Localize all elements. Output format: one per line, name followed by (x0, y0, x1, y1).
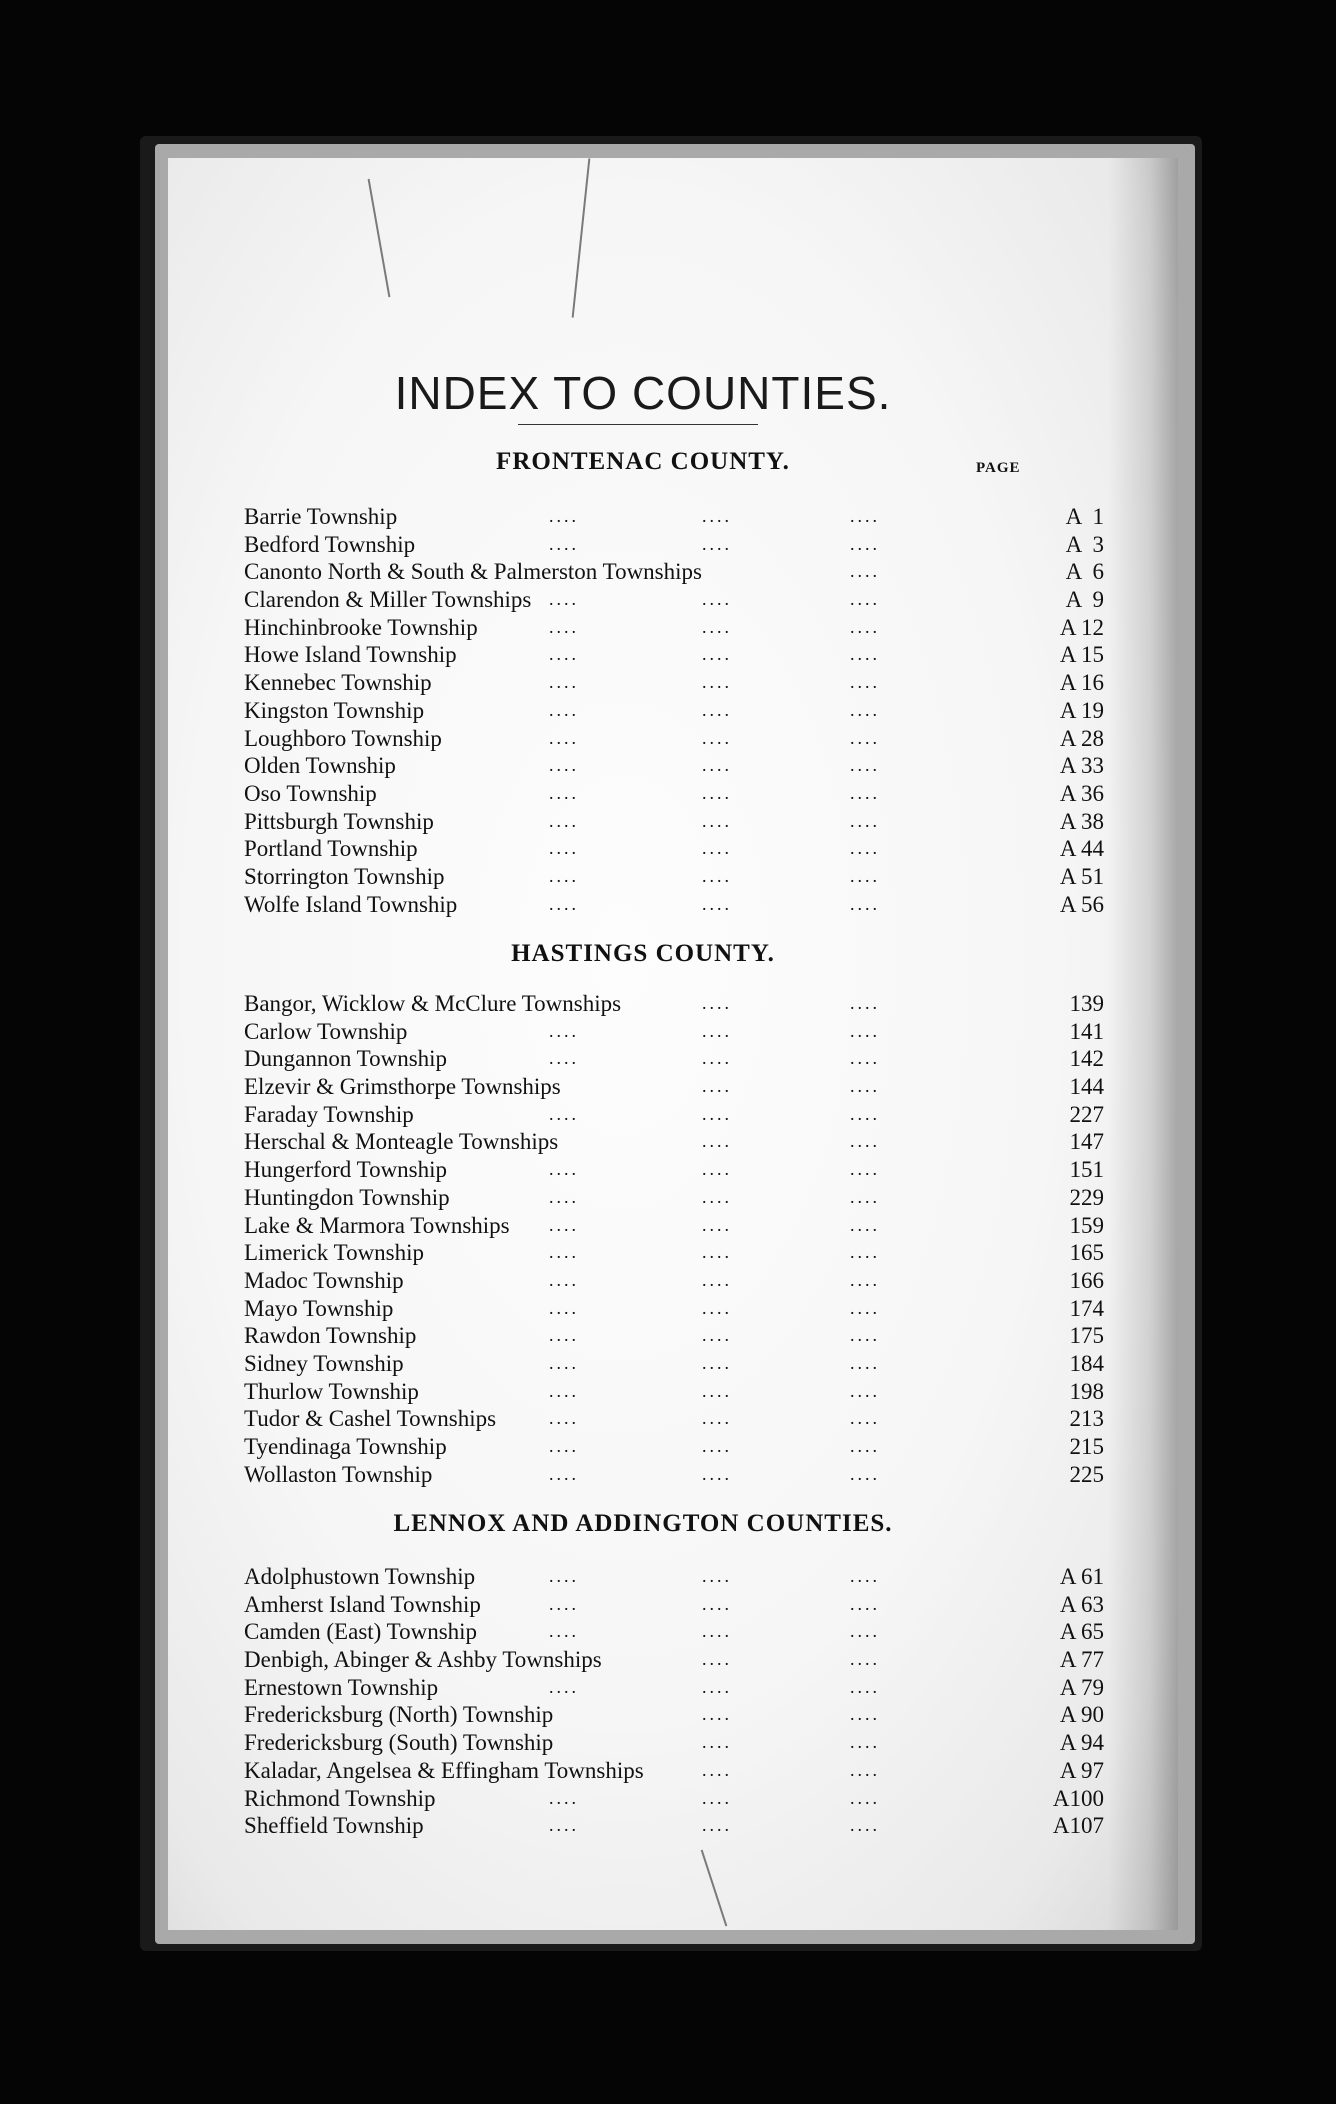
entry-name: Bangor, Wicklow & McClure Townships (244, 991, 622, 1016)
leader-dots: .... (702, 616, 732, 637)
entry-name: Kaladar, Angelsea & Effingham Townships (244, 1757, 644, 1783)
leader-dots: .... (549, 1463, 579, 1484)
entry-name: Denbigh, Abinger & Ashby Townships (244, 1647, 602, 1673)
leader-dots: .... (702, 993, 732, 1013)
entry-page-number: 213 (1069, 1406, 1104, 1432)
entry-name: Storrington Township (244, 863, 445, 889)
entry-page-number: A 1 (1065, 504, 1104, 529)
leader-dots: .... (702, 1704, 732, 1725)
leader-dots: .... (850, 838, 880, 859)
entry-page-number: A 3 (1065, 531, 1104, 557)
leader-dots: .... (549, 1676, 579, 1697)
leader-dots: .... (702, 1325, 732, 1346)
index-entry (244, 1018, 1144, 1046)
leader-dots: .... (850, 1242, 880, 1263)
leader-dots: .... (549, 589, 579, 610)
title-rule (518, 424, 758, 425)
leader-dots: .... (702, 506, 732, 526)
index-entry (244, 990, 1144, 1018)
index-entry (244, 891, 1144, 919)
leader-dots: .... (702, 893, 732, 914)
leader-dots: .... (702, 699, 732, 720)
leader-dots: .... (850, 1380, 880, 1401)
leader-dots: .... (549, 1297, 579, 1318)
leader-dots: .... (702, 1352, 732, 1373)
entry-name: Dungannon Township (244, 1046, 448, 1072)
index-entry (244, 641, 1144, 669)
index-entry (244, 1812, 1144, 1840)
leader-dots: .... (702, 1186, 732, 1207)
paper-crease (572, 158, 591, 317)
leader-dots: .... (549, 699, 579, 720)
entry-page-number: A 79 (1059, 1674, 1104, 1700)
entry-name: Amherst Island Township (244, 1591, 481, 1617)
entry-name: Thurlow Township (244, 1378, 419, 1404)
leader-dots: .... (702, 644, 732, 665)
leader-dots: .... (850, 1352, 880, 1373)
entry-name: Barrie Township (244, 504, 398, 529)
leader-dots: .... (702, 1076, 732, 1097)
leader-dots: .... (549, 1408, 579, 1429)
leader-dots: .... (702, 1593, 732, 1614)
leader-dots: .... (702, 1621, 732, 1642)
leader-dots: .... (549, 1352, 579, 1373)
entry-page-number: A 16 (1059, 670, 1104, 696)
leader-dots: .... (549, 727, 579, 748)
index-entry (244, 1618, 1144, 1646)
entry-page-number: 184 (1069, 1350, 1104, 1376)
entry-name: Fredericksburg (South) Township (244, 1730, 554, 1756)
leader-dots: .... (850, 589, 880, 610)
entry-name: Mayo Township (244, 1295, 394, 1321)
entry-name: Hinchinbrooke Township (244, 614, 478, 640)
entry-name: Elzevir & Grimsthorpe Townships (244, 1074, 561, 1100)
leader-dots: .... (702, 1048, 732, 1069)
entry-name: Canonto North & South & Palmerston Townships (244, 559, 702, 585)
leader-dots: .... (850, 1048, 880, 1069)
leader-dots: .... (850, 1214, 880, 1235)
entry-page-number: 227 (1069, 1101, 1104, 1127)
leader-dots: .... (702, 1676, 732, 1697)
index-entry (244, 1184, 1144, 1212)
entry-page-number: 166 (1069, 1267, 1104, 1293)
entry-page-number: A 63 (1059, 1591, 1104, 1617)
index-entry (244, 1322, 1144, 1350)
leader-dots: .... (850, 506, 880, 526)
index-entry (244, 1101, 1144, 1129)
page-column-label: PAGE (976, 460, 1021, 476)
entry-name: Adolphustown Township (244, 1564, 476, 1589)
index-entry (244, 1646, 1144, 1674)
entry-name: Hungerford Township (244, 1157, 448, 1183)
entry-page-number: A 44 (1059, 836, 1104, 862)
leader-dots: .... (549, 1048, 579, 1069)
leader-dots: .... (702, 1269, 732, 1290)
index-entry (244, 1239, 1144, 1267)
leader-dots: .... (549, 1020, 579, 1041)
entry-page-number: 225 (1069, 1461, 1104, 1487)
leader-dots: .... (850, 1621, 880, 1642)
entry-name: Lake & Marmora Townships (244, 1212, 510, 1238)
index-entry (244, 1757, 1144, 1785)
index-entry (244, 531, 1144, 559)
entry-page-number: A 97 (1059, 1757, 1104, 1783)
paper-crease (701, 1850, 728, 1927)
entry-page-number: 198 (1069, 1378, 1104, 1404)
entry-name: Ernestown Township (244, 1674, 439, 1700)
entry-name: Kingston Township (244, 697, 425, 723)
leader-dots: .... (702, 1463, 732, 1484)
leader-dots: .... (850, 893, 880, 914)
entry-page-number: A 38 (1059, 808, 1104, 834)
index-entry (244, 863, 1144, 891)
index-entry (244, 1073, 1144, 1101)
leader-dots: .... (702, 1020, 732, 1041)
leader-dots: .... (549, 1815, 579, 1836)
leader-dots: .... (702, 1131, 732, 1152)
leader-dots: .... (702, 1732, 732, 1753)
entry-page-number: 139 (1069, 991, 1104, 1016)
leader-dots: .... (702, 1103, 732, 1124)
index-entry (244, 752, 1144, 780)
leader-dots: .... (850, 1704, 880, 1725)
leader-dots: .... (702, 1759, 732, 1780)
index-entry (244, 1350, 1144, 1378)
entry-name: Clarendon & Miller Townships (244, 587, 532, 613)
leader-dots: .... (549, 1269, 579, 1290)
entry-page-number: A 33 (1059, 753, 1104, 779)
index-entry (244, 1295, 1144, 1323)
paper-crease (368, 179, 391, 298)
entry-name: Portland Township (244, 836, 418, 862)
leader-dots: .... (702, 1815, 732, 1836)
section-heading-lennox-addington: LENNOX AND ADDINGTON COUNTIES. (393, 1510, 893, 1537)
entry-page-number: 159 (1069, 1212, 1104, 1238)
index-entry (244, 614, 1144, 642)
index-entry (244, 1461, 1144, 1489)
index-entry (244, 697, 1144, 725)
entry-name: Madoc Township (244, 1267, 404, 1293)
entry-page-number: 144 (1069, 1074, 1104, 1100)
leader-dots: .... (702, 1436, 732, 1456)
leader-dots: .... (549, 755, 579, 776)
entry-name: Wolfe Island Township (244, 891, 458, 917)
leader-dots: .... (549, 810, 579, 831)
leader-dots: .... (549, 1593, 579, 1614)
index-entry (244, 1405, 1144, 1433)
section-heading-frontenac: FRONTENAC COUNTY. (496, 448, 790, 475)
index-list-hastings (244, 990, 1144, 1488)
leader-dots: .... (702, 1566, 732, 1586)
leader-dots: .... (702, 533, 732, 554)
leader-dots: .... (850, 1732, 880, 1753)
leader-dots: .... (850, 699, 880, 720)
section-heading-hastings: HASTINGS COUNTY. (511, 940, 775, 967)
leader-dots: .... (850, 1131, 880, 1152)
leader-dots: .... (702, 727, 732, 748)
leader-dots: .... (850, 533, 880, 554)
leader-dots: .... (850, 1566, 880, 1586)
leader-dots: .... (549, 1325, 579, 1346)
leader-dots: .... (702, 1242, 732, 1263)
index-entry (244, 1729, 1144, 1757)
leader-dots: .... (702, 810, 732, 831)
leader-dots: .... (850, 1269, 880, 1290)
entry-page-number: 165 (1069, 1240, 1104, 1266)
entry-name: Oso Township (244, 780, 377, 806)
leader-dots: .... (549, 838, 579, 859)
leader-dots: .... (850, 1436, 880, 1456)
leader-dots: .... (850, 1759, 880, 1780)
entry-name: Bedford Township (244, 531, 416, 557)
entry-page-number: A 51 (1059, 863, 1104, 889)
index-list-lennox-addington (244, 1563, 1144, 1840)
leader-dots: .... (549, 1621, 579, 1642)
leader-dots: .... (850, 1787, 880, 1808)
entry-page-number: 229 (1069, 1184, 1104, 1210)
index-entry (244, 1563, 1144, 1591)
entry-page-number: A 6 (1065, 559, 1104, 585)
index-entry (244, 1378, 1144, 1406)
leader-dots: .... (702, 1649, 732, 1670)
entry-page-number: A 19 (1059, 697, 1104, 723)
entry-name: Kennebec Township (244, 670, 432, 696)
leader-dots: .... (549, 1159, 579, 1180)
index-entry (244, 558, 1144, 586)
leader-dots: .... (702, 865, 732, 886)
entry-page-number: A 77 (1059, 1647, 1104, 1673)
leader-dots: .... (702, 782, 732, 803)
entry-name: Pittsburgh Township (244, 808, 434, 834)
index-entry (244, 669, 1144, 697)
leader-dots: .... (702, 672, 732, 693)
entry-name: Faraday Township (244, 1101, 414, 1127)
leader-dots: .... (850, 561, 880, 582)
leader-dots: .... (549, 1436, 579, 1456)
leader-dots: .... (850, 616, 880, 637)
entry-name: Sheffield Township (244, 1813, 424, 1839)
leader-dots: .... (549, 1566, 579, 1586)
index-entry (244, 1785, 1144, 1813)
leader-dots: .... (549, 533, 579, 554)
entry-page-number: 174 (1069, 1295, 1104, 1321)
leader-dots: .... (549, 1242, 579, 1263)
entry-page-number: A 90 (1059, 1702, 1104, 1728)
leader-dots: .... (850, 810, 880, 831)
page-title: INDEX TO COUNTIES. (394, 367, 892, 419)
leader-dots: .... (549, 1787, 579, 1808)
entry-page-number: A 94 (1059, 1730, 1104, 1756)
entry-name: Sidney Township (244, 1350, 404, 1376)
leader-dots: .... (702, 838, 732, 859)
index-entry (244, 1156, 1144, 1184)
leader-dots: .... (549, 865, 579, 886)
index-list-frontenac (244, 503, 1144, 918)
leader-dots: .... (702, 1787, 732, 1808)
entry-name: Richmond Township (244, 1785, 436, 1811)
leader-dots: .... (549, 644, 579, 665)
entry-name: Huntingdon Township (244, 1184, 450, 1210)
index-entry (244, 1128, 1144, 1156)
leader-dots: .... (702, 1297, 732, 1318)
entry-name: Wollaston Township (244, 1461, 433, 1487)
entry-name: Rawdon Township (244, 1323, 417, 1349)
entry-page-number: A 12 (1059, 614, 1104, 640)
index-entry (244, 1212, 1144, 1240)
leader-dots: .... (850, 1103, 880, 1124)
entry-page-number: A107 (1052, 1813, 1104, 1839)
leader-dots: .... (850, 644, 880, 665)
leader-dots: .... (850, 1325, 880, 1346)
index-entry (244, 725, 1144, 753)
entry-page-number: A 15 (1059, 642, 1104, 668)
index-entry (244, 1591, 1144, 1619)
leader-dots: .... (702, 1380, 732, 1401)
leader-dots: .... (702, 1408, 732, 1429)
entry-name: Olden Township (244, 753, 396, 779)
leader-dots: .... (702, 755, 732, 776)
entry-name: Carlow Township (244, 1018, 408, 1044)
leader-dots: .... (850, 1815, 880, 1836)
index-entry (244, 1701, 1144, 1729)
entry-page-number: 151 (1069, 1157, 1104, 1183)
entry-name: Tudor & Cashel Townships (244, 1406, 497, 1432)
leader-dots: .... (850, 1159, 880, 1180)
entry-name: Loughboro Township (244, 725, 442, 751)
leader-dots: .... (549, 782, 579, 803)
entry-page-number: A 9 (1065, 587, 1104, 613)
leader-dots: .... (850, 993, 880, 1013)
index-entry (244, 586, 1144, 614)
index-entry (244, 780, 1144, 808)
leader-dots: .... (850, 865, 880, 886)
leader-dots: .... (850, 1408, 880, 1429)
leader-dots: .... (549, 672, 579, 693)
leader-dots: .... (850, 727, 880, 748)
leader-dots: .... (549, 1186, 579, 1207)
index-entry (244, 835, 1144, 863)
leader-dots: .... (850, 1649, 880, 1670)
leader-dots: .... (850, 782, 880, 803)
index-page (168, 158, 1178, 1930)
entry-page-number: A 61 (1059, 1564, 1104, 1589)
leader-dots: .... (549, 893, 579, 914)
leader-dots: .... (850, 1463, 880, 1484)
entry-page-number: 175 (1069, 1323, 1104, 1349)
index-entry (244, 808, 1144, 836)
index-entry (244, 1674, 1144, 1702)
entry-page-number: A 28 (1059, 725, 1104, 751)
index-entry (244, 1045, 1144, 1073)
entry-page-number: A 56 (1059, 891, 1104, 917)
leader-dots: .... (549, 506, 579, 526)
index-entry (244, 503, 1144, 531)
leader-dots: .... (702, 589, 732, 610)
entry-name: Tyendinaga Township (244, 1434, 447, 1459)
entry-name: Fredericksburg (North) Township (244, 1702, 554, 1728)
leader-dots: .... (850, 1076, 880, 1097)
entry-name: Limerick Township (244, 1240, 425, 1266)
entry-page-number: A100 (1052, 1785, 1104, 1811)
entry-page-number: 147 (1069, 1129, 1104, 1155)
leader-dots: .... (549, 616, 579, 637)
entry-page-number: A 65 (1059, 1619, 1104, 1645)
index-entry (244, 1433, 1144, 1461)
entry-name: Camden (East) Township (244, 1619, 478, 1645)
leader-dots: .... (549, 1380, 579, 1401)
entry-page-number: 141 (1069, 1018, 1104, 1044)
leader-dots: .... (850, 1593, 880, 1614)
leader-dots: .... (850, 1020, 880, 1041)
entry-page-number: A 36 (1059, 780, 1104, 806)
leader-dots: .... (850, 1297, 880, 1318)
leader-dots: .... (850, 1676, 880, 1697)
leader-dots: .... (850, 672, 880, 693)
leader-dots: .... (549, 1214, 579, 1235)
leader-dots: .... (549, 1103, 579, 1124)
entry-page-number: 142 (1069, 1046, 1104, 1072)
leader-dots: .... (702, 1159, 732, 1180)
leader-dots: .... (850, 1186, 880, 1207)
leader-dots: .... (850, 755, 880, 776)
leader-dots: .... (702, 1214, 732, 1235)
index-entry (244, 1267, 1144, 1295)
entry-name: Herschal & Monteagle Townships (244, 1129, 559, 1155)
entry-name: Howe Island Township (244, 642, 457, 668)
entry-page-number: 215 (1069, 1434, 1104, 1459)
